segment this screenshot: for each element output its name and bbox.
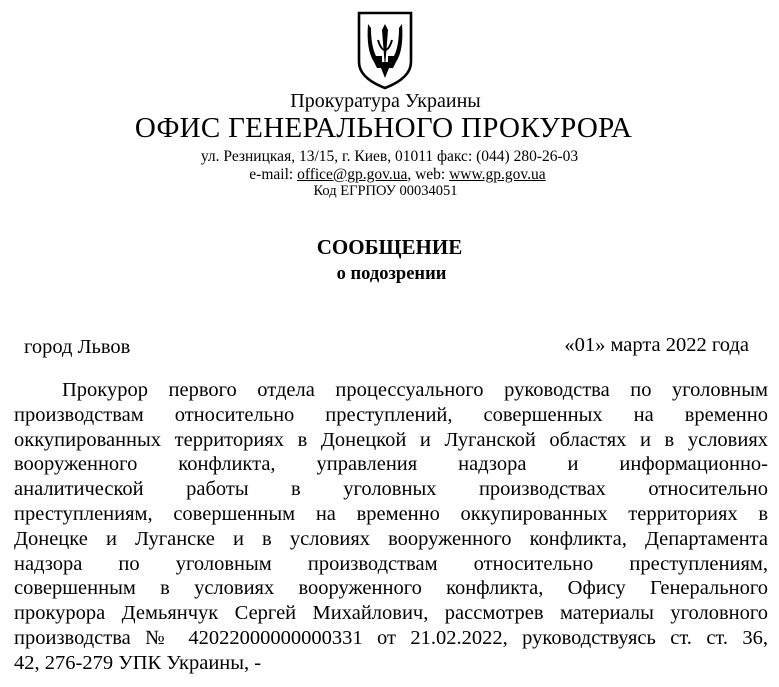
document-title: СООБЩЕНИЕ [316,235,463,259]
body-line: производствам относительно преступлений, совершенных на временно [14,403,768,426]
document-city: город Львов [24,336,131,358]
web-link[interactable]: www.gp.gov.ua [449,166,546,183]
body-line: Донецке и Луганске и в условиях вооруженного конфликта, Департамента [14,527,768,550]
body-line: совершенным в условиях вооруженного конфликта, Офису Генерального [14,577,768,600]
body-line: производства № 42022000000000331 от 21.02.2022, руководствуясь ст. ст. 36, [14,626,768,649]
body-line: вооруженного конфликта, управления надзора и информационно- [14,453,768,476]
email-label: e-mail: [249,166,298,183]
body-line: надзора по уголовным производствам относительно преступлениям, [14,552,768,575]
body-line: аналитической работы в уголовных производствах относительно [14,478,768,501]
office-address: ул. Резницкая, 13/15, г. Киев, 01011 факс: (044) 280-26-03 [200,148,579,165]
body-line: 42, 276-279 УПК Украины, - [14,651,262,674]
edrpou-code: Код ЕГРПОУ 00034051 [313,183,458,199]
body-line: прокурора Демьянчук Сергей Михайлович, рассмотрев материалы уголовного [14,602,768,625]
ministry-name: Прокуратура Украины [290,90,481,112]
body-line: преступлениям, совершенным на временно оккупированных территориях в [14,502,768,525]
email-link[interactable]: office@gp.gov.ua [297,166,408,183]
document-date: «01» марта 2022 года [564,334,749,356]
document-body [14,378,768,676]
web-label: , web: [407,166,450,183]
office-contacts [8,166,779,184]
trident-coat-of-arms-icon [356,10,414,90]
document-subtitle: о подозрении [336,264,447,284]
body-line: Прокурор первого отдела процессуального руководства по уголовным [62,379,768,401]
office-name: ОФИС ГЕНЕРАЛЬНОГО ПРОКУРОРА [134,112,633,144]
body-line: оккупированных территориях в Донецкой и Луганской областях и в условиях [14,428,768,451]
